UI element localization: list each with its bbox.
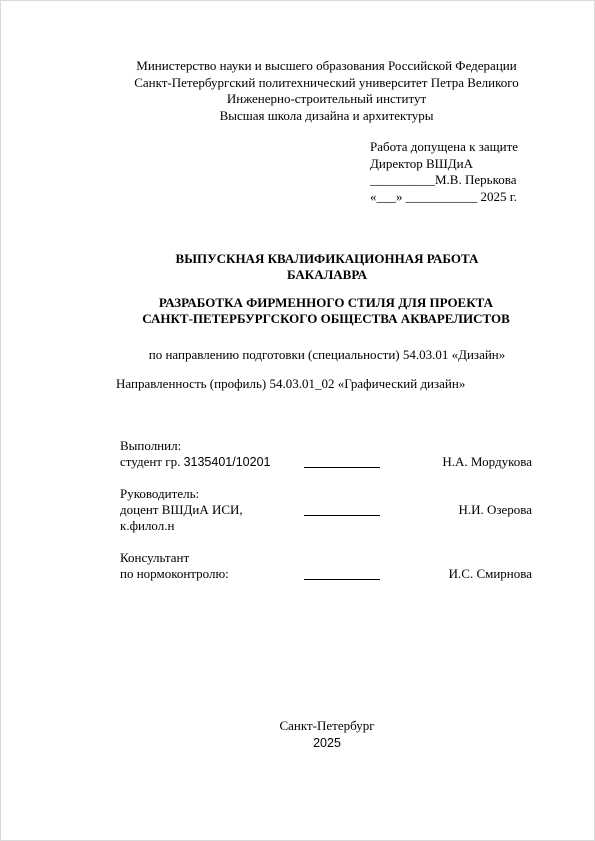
university-line: Санкт-Петербургский политехнический университет Петра Великого (134, 74, 519, 90)
thesis-subject (1, 295, 595, 327)
study-direction: по направлению подготовки (специальности) 54.03.01 «Дизайн» (148, 347, 506, 362)
executor-signature-line (304, 467, 380, 468)
executor-position-prefix: студент гр. (120, 454, 184, 469)
work-type-title-line2: БАКАЛАВРА (286, 267, 368, 282)
institution-header (1, 58, 595, 124)
consultant-name: И.С. Смирнова (448, 566, 532, 581)
supervisor-name: Н.И. Озерова (458, 502, 532, 517)
executor-name: Н.А. Мордукова (442, 454, 532, 469)
supervisor-signature-line (304, 515, 380, 516)
supervisor-degree: к.филол.н (120, 518, 175, 533)
city: Санкт-Петербург (279, 718, 375, 733)
approval-line-date: «___» ___________ 2025 г. (370, 188, 517, 204)
executor-group: 3135401/10201 (183, 455, 271, 469)
school-line: Высшая школа дизайна и архитектуры (219, 107, 434, 123)
approval-line-signature: __________М.В. Перькова (370, 172, 517, 187)
ministry-line: Министерство науки и высшего образования Российской Федерации (136, 58, 517, 73)
year: 2025 (313, 736, 341, 750)
executor-label: Выполнил: (120, 438, 182, 453)
supervisor-position: доцент ВШДиА ИСИ, (120, 502, 243, 517)
executor-position (120, 454, 270, 470)
supervisor-label: Руководитель: (120, 486, 200, 501)
institute-line: Инженерно-строительный институт (226, 91, 427, 106)
work-type-title (1, 251, 595, 283)
place-and-year (1, 718, 595, 752)
approval-block (370, 139, 518, 205)
approval-line-director: Директор ВШДиА (370, 155, 473, 171)
work-type-title-line1: ВЫПУСКНАЯ КВАЛИФИКАЦИОННАЯ РАБОТА (175, 251, 479, 266)
consultant-role: по нормоконтролю: (120, 566, 229, 581)
thesis-subject-line2: САНКТ-ПЕТЕРБУРГСКОГО ОБЩЕСТВА АКВАРЕЛИСТОВ (142, 311, 510, 326)
consultant-signature-line (304, 579, 380, 580)
study-profile: Направленность (профиль) 54.03.01_02 «Графический дизайн» (116, 376, 466, 391)
approval-line-admitted: Работа допущена к защите (370, 139, 519, 154)
thesis-subject-line1: РАЗРАБОТКА ФИРМЕННОГО СТИЛЯ ДЛЯ ПРОЕКТА (158, 295, 494, 310)
consultant-label: Консультант (120, 550, 190, 565)
